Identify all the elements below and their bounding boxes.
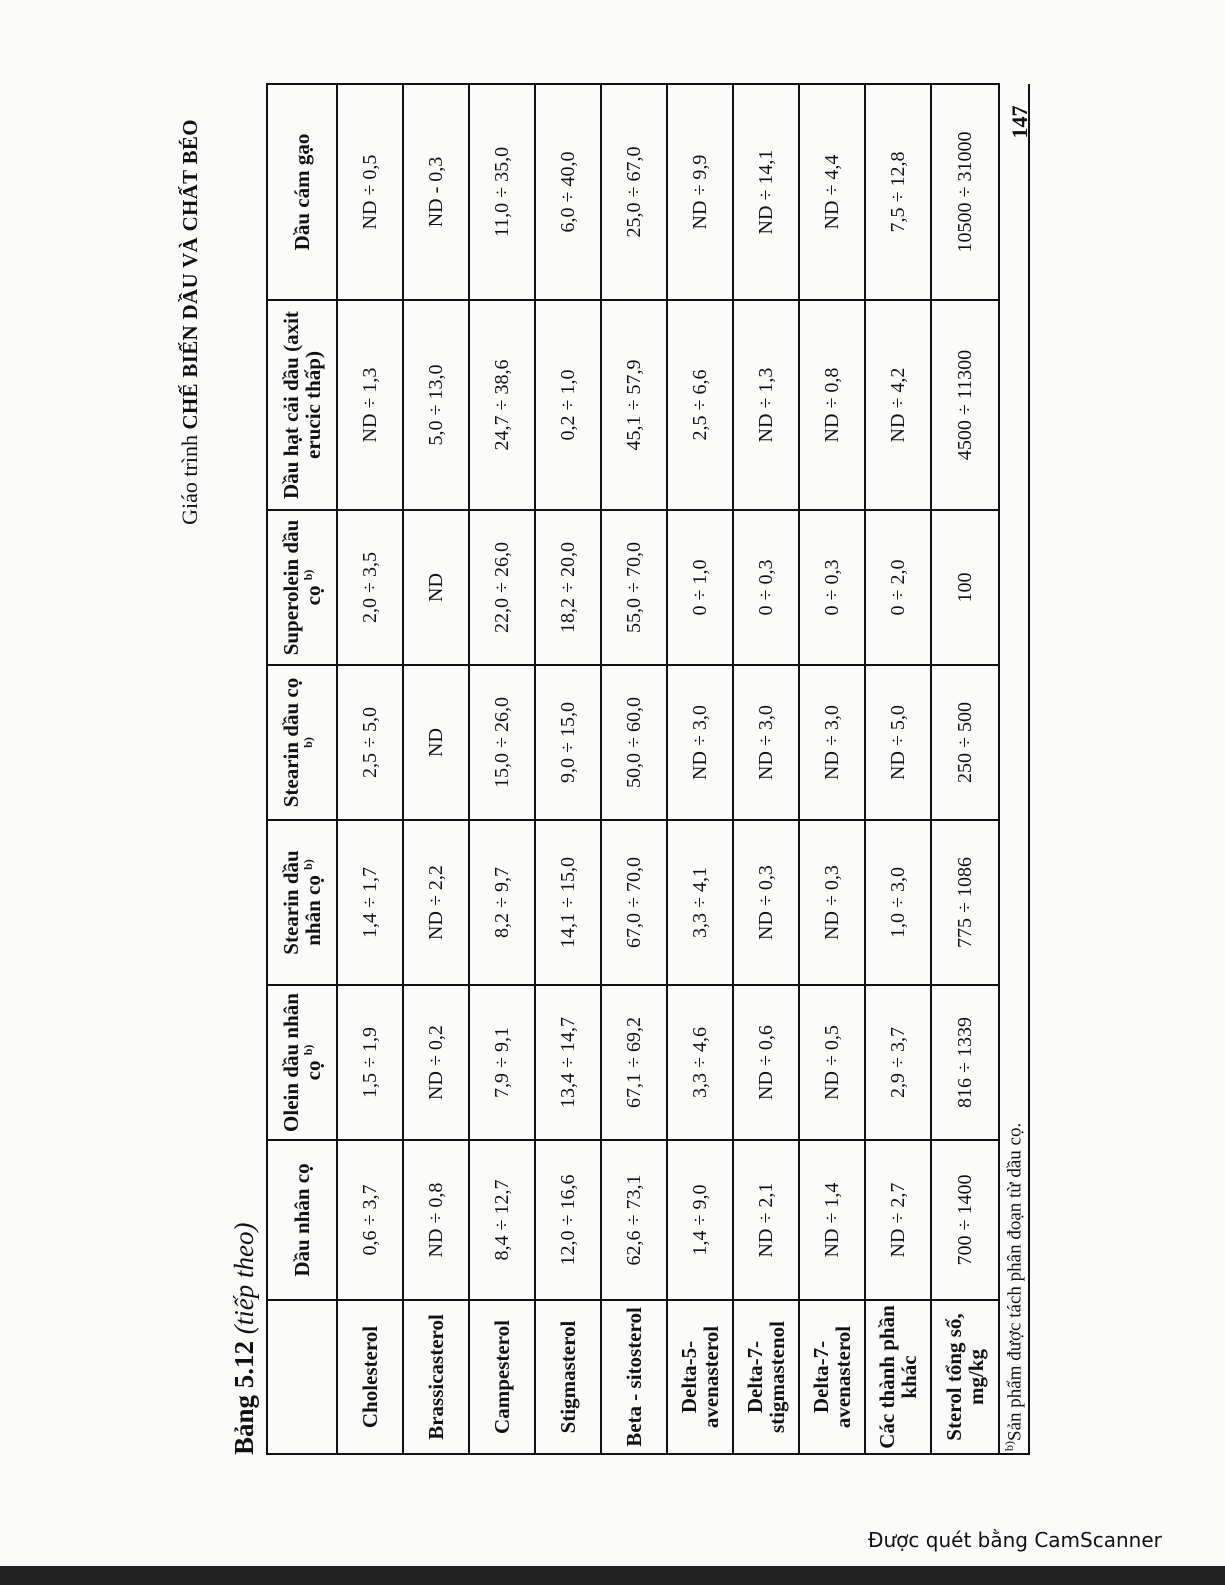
table-cell: ND ÷ 0,3 <box>799 820 865 985</box>
row-label: Delta-5-avenasterol <box>667 1300 733 1454</box>
table-block <box>222 80 1026 1455</box>
header-cell <box>267 84 337 300</box>
sterol-table <box>266 83 1030 1455</box>
table-cell: ND ÷ 4,2 <box>865 300 931 510</box>
table-cell: 2,9 ÷ 3,7 <box>865 985 931 1140</box>
table-cell: 22,0 ÷ 26,0 <box>469 510 535 665</box>
footnote-mark: b) <box>301 1044 315 1056</box>
table-cell: 13,4 ÷ 14,7 <box>535 985 601 1140</box>
header-label: Dầu cám gạo <box>289 133 314 251</box>
table-cell: ND ÷ 3,0 <box>799 665 865 820</box>
table-cell: ND ÷ 5,0 <box>865 665 931 820</box>
header-cell <box>267 510 337 665</box>
table-header-row <box>267 84 337 1454</box>
table-row <box>469 84 535 1454</box>
table-title-number: Bảng 5.12 <box>229 1340 259 1455</box>
table-row <box>601 84 667 1454</box>
header-cell <box>267 1140 337 1300</box>
table-cell: 9,0 ÷ 15,0 <box>535 665 601 820</box>
table-cell: 5,0 ÷ 13,0 <box>403 300 469 510</box>
table-cell: ND ÷ 1,3 <box>337 300 403 510</box>
row-label: Delta-7-avenasterol <box>799 1300 865 1454</box>
table-cell: ND ÷ 2,2 <box>403 820 469 985</box>
header-label: Stearin dầu cọ <box>278 677 303 808</box>
header-label: Dầu nhân cọ <box>289 1163 314 1277</box>
table-cell: ND ÷ 4,4 <box>799 84 865 300</box>
table-cell: 15,0 ÷ 26,0 <box>469 665 535 820</box>
row-label: Sterol tổng số, mg/kg <box>931 1300 999 1454</box>
table-cell: 6,0 ÷ 40,0 <box>535 84 601 300</box>
footnote-cell <box>999 84 1029 1454</box>
table-cell: ND ÷ 0,8 <box>403 1140 469 1300</box>
header-cell <box>267 985 337 1140</box>
table-cell: 1,0 ÷ 3,0 <box>865 820 931 985</box>
table-cell: 12,0 ÷ 16,6 <box>535 1140 601 1300</box>
footnote-mark: b) <box>1001 1441 1016 1451</box>
scanner-watermark: Được quét bằng CamScanner <box>868 1528 1162 1552</box>
table-row <box>535 84 601 1454</box>
table-cell: ND ÷ 9,9 <box>667 84 733 300</box>
table-cell: 0 ÷ 2,0 <box>865 510 931 665</box>
table-cell: 2,5 ÷ 5,0 <box>337 665 403 820</box>
bottom-band <box>0 1566 1225 1585</box>
table-cell: ND ÷ 14,1 <box>733 84 799 300</box>
table-row <box>403 84 469 1454</box>
table-row <box>667 84 733 1454</box>
row-label: Beta - sitosterol <box>601 1300 667 1454</box>
table-cell: 2,0 ÷ 3,5 <box>337 510 403 665</box>
header-cell <box>267 300 337 510</box>
table-cell: ND ÷ 0,5 <box>799 985 865 1140</box>
table-cell: 45,1 ÷ 57,9 <box>601 300 667 510</box>
table-cell: ND ÷ 0,3 <box>733 820 799 985</box>
table-cell: 3,3 ÷ 4,1 <box>667 820 733 985</box>
table-cell: ND ÷ 3,0 <box>733 665 799 820</box>
row-label: Cholesterol <box>337 1300 403 1454</box>
table-row <box>799 84 865 1454</box>
table-cell: ND ÷ 0,8 <box>799 300 865 510</box>
table-cell: ND ÷ 1,4 <box>799 1140 865 1300</box>
table-cell: 67,0 ÷ 70,0 <box>601 820 667 985</box>
table-row <box>931 84 999 1454</box>
table-cell: ND ÷ 2,7 <box>865 1140 931 1300</box>
table-title <box>224 1223 264 1456</box>
header-label: Olein dầu nhân cọ <box>278 993 325 1132</box>
table-cell: ND ÷ 0,2 <box>403 985 469 1140</box>
row-label: Các thành phần khác <box>865 1300 931 1454</box>
table-cell: 14,1 ÷ 15,0 <box>535 820 601 985</box>
table-body <box>337 84 1029 1454</box>
footnote-text: Sản phẩm được tách phân đoạn từ dầu cọ. <box>1004 1122 1026 1441</box>
table-cell: 1,4 ÷ 9,0 <box>667 1140 733 1300</box>
table-cell: 0,2 ÷ 1,0 <box>535 300 601 510</box>
row-label: Campesterol <box>469 1300 535 1454</box>
table-cell: 0,6 ÷ 3,7 <box>337 1140 403 1300</box>
table-cell: ND ÷ 1,3 <box>733 300 799 510</box>
table-cell: 0 ÷ 0,3 <box>799 510 865 665</box>
table-cell: 816 ÷ 1339 <box>931 985 999 1140</box>
table-cell: 7,5 ÷ 12,8 <box>865 84 931 300</box>
table-cell: 25,0 ÷ 67,0 <box>601 84 667 300</box>
table-cell: 1,4 ÷ 1,7 <box>337 820 403 985</box>
row-label: Brassicasterol <box>403 1300 469 1454</box>
row-label: Delta-7-stigmastenol <box>733 1300 799 1454</box>
table-cell: ND ÷ 2,1 <box>733 1140 799 1300</box>
footnote-mark: b) <box>301 859 315 870</box>
table-cell: 8,2 ÷ 9,7 <box>469 820 535 985</box>
header-cell-corner <box>267 1300 337 1454</box>
page-number-text: 147 <box>1007 105 1032 139</box>
footnote-mark: b) <box>301 737 315 748</box>
table-cell: 3,3 ÷ 4,6 <box>667 985 733 1140</box>
table-cell: 7,9 ÷ 9,1 <box>469 985 535 1140</box>
table-cell: ND <box>403 665 469 820</box>
table-cell: ND ÷ 0,5 <box>337 84 403 300</box>
table-cell: 775 ÷ 1086 <box>931 820 999 985</box>
table-title-continued: (tiếp theo) <box>229 1222 259 1335</box>
table-cell: 18,2 ÷ 20,0 <box>535 510 601 665</box>
header-prefix: Giáo trình <box>177 435 202 525</box>
table-cell: 50,0 ÷ 60,0 <box>601 665 667 820</box>
footnote-mark: b) <box>301 569 315 581</box>
table-cell: 100 <box>931 510 999 665</box>
table-cell: 1,5 ÷ 1,9 <box>337 985 403 1140</box>
header-title: CHẾ BIẾN DẦU VÀ CHẤT BÉO <box>178 119 202 430</box>
table-cell: 700 ÷ 1400 <box>931 1140 999 1300</box>
table-cell: ND <box>403 510 469 665</box>
table-cell: 0 ÷ 0,3 <box>733 510 799 665</box>
table-cell: ND ÷ 3,0 <box>667 665 733 820</box>
header-cell <box>267 820 337 985</box>
table-row <box>337 84 403 1454</box>
table-row <box>733 84 799 1454</box>
header-label: Superolein dầu cọ <box>278 519 325 656</box>
row-label: Stigmasterol <box>535 1300 601 1454</box>
table-cell: 67,1 ÷ 69,2 <box>601 985 667 1140</box>
table-row <box>865 84 931 1454</box>
table-cell: ND ÷ 0,6 <box>733 985 799 1140</box>
header-label: Stearin dầu nhân cọ <box>278 850 325 955</box>
table-cell: 4500 ÷ 11300 <box>931 300 999 510</box>
table-cell: 10500 ÷ 31000 <box>931 84 999 300</box>
table-cell: 11,0 ÷ 35,0 <box>469 84 535 300</box>
table-cell: 2,5 ÷ 6,6 <box>667 300 733 510</box>
table-cell: ND - 0,3 <box>403 84 469 300</box>
table-cell: 250 ÷ 500 <box>931 665 999 820</box>
table-cell: 55,0 ÷ 70,0 <box>601 510 667 665</box>
header-cell <box>267 665 337 820</box>
table-cell: 8,4 ÷ 12,7 <box>469 1140 535 1300</box>
table-cell: 0 ÷ 1,0 <box>667 510 733 665</box>
header-label: Dầu hạt cải dầu (axit erucic thấp) <box>278 311 325 499</box>
table-cell: 24,7 ÷ 38,6 <box>469 300 535 510</box>
footnote-row <box>999 84 1029 1454</box>
table-cell: 62,6 ÷ 73,1 <box>601 1140 667 1300</box>
